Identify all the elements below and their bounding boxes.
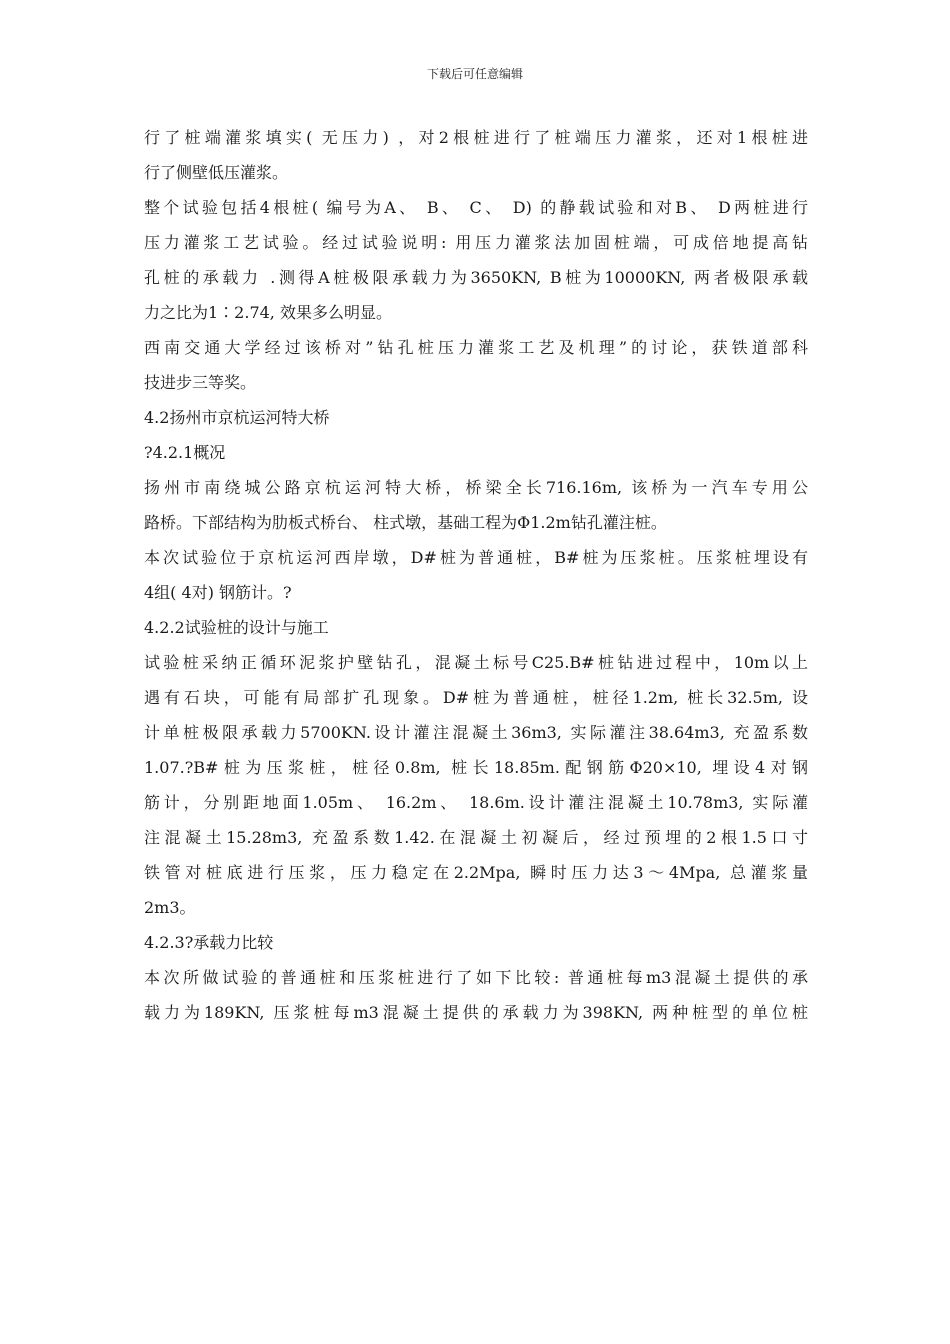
text-line: 西南交通大学经过该桥对”钻孔桩压力灌浆工艺及机理”的讨论，获铁道部科 — [144, 338, 808, 357]
text-line: 技进步三等奖。 — [144, 373, 257, 392]
text-line: 铁管对桩底进行压浆，压力稳定在2.2Mpa, 瞬时压力达3～4Mpa, 总灌浆量 — [144, 863, 808, 882]
text-line: 试验桩采纳正循环泥浆护壁钻孔，混凝土标号C25.B#桩钻进过程中，10m以上 — [144, 653, 808, 672]
text-line: 本次所做试验的普通桩和压浆桩进行了如下比较: 普通桩每m3混凝土提供的承 — [144, 968, 808, 987]
text-line: 扬州市南绕城公路京杭运河特大桥，桥梁全长716.16m, 该桥为一汽车专用公 — [144, 478, 808, 497]
text-line: 载力为189KN, 压浆桩每m3混凝土提供的承载力为398KN, 两种桩型的单位桩 — [144, 1003, 808, 1022]
document-body — [144, 120, 808, 1030]
text-line: 计单桩极限承载力5700KN.设计灌注混凝土36m3, 实际灌注38.64m3, 充盈系数 — [144, 723, 808, 742]
text-line: 注混凝土15.28m3, 充盈系数1.42.在混凝土初凝后，经过预埋的2根1.5口寸 — [144, 828, 808, 847]
text-line: 行了侧壁低压灌浆。 — [144, 163, 289, 182]
section-heading: 4.2扬州市京杭运河特大桥 — [144, 408, 330, 427]
text-line: 行了桩端灌浆填实( 无压力) ，对2根桩进行了桩端压力灌浆，还对1根桩进 — [144, 128, 808, 147]
text-line: 压力灌浆工艺试验。经过试验说明: 用压力灌浆法加固桩端，可成倍地提高钻 — [144, 233, 808, 252]
page-header: 下载后可任意编辑 — [426, 67, 523, 81]
section-heading: 4.2.2试验桩的设计与施工 — [144, 618, 329, 637]
text-line: 4组( 4对) 钢筋计。? — [144, 583, 292, 602]
text-line: 遇有石块，可能有局部扩孔现象。D#桩为普通桩，桩径1.2m, 桩长32.5m, 设 — [144, 688, 808, 707]
text-line: 2m3。 — [144, 898, 196, 917]
text-line: 1.07.?B#桩为压浆桩，桩径0.8m, 桩长18.85m.配钢筋Φ20×10, 埋设4对钢 — [144, 758, 808, 777]
text-line: 孔桩的承载力 .测得A桩极限承载力为3650KN, B桩为10000KN, 两者极限承载 — [144, 268, 808, 287]
text-line: 筋计，分别距地面1.05m、 16.2m、 18.6m.设计灌注混凝土10.78m3, 实际灌 — [144, 793, 808, 812]
section-heading: ?4.2.1概况 — [144, 443, 226, 462]
text-line: 整个试验包括4根桩( 编号为A、 B、 C、 D) 的静载试验和对B、 D两桩进行 — [144, 198, 808, 217]
section-heading: 4.2.3?承载力比较 — [144, 933, 274, 952]
text-line: 路桥。下部结构为肋板式桥台、 柱式墩，基础工程为Φ1.2m钻孔灌注桩。 — [144, 513, 667, 532]
text-line: 本次试验位于京杭运河西岸墩，D#桩为普通桩，B#桩为压浆桩。压浆桩埋设有 — [144, 548, 808, 567]
text-line: 力之比为1∶2.74, 效果多么明显。 — [144, 303, 392, 322]
